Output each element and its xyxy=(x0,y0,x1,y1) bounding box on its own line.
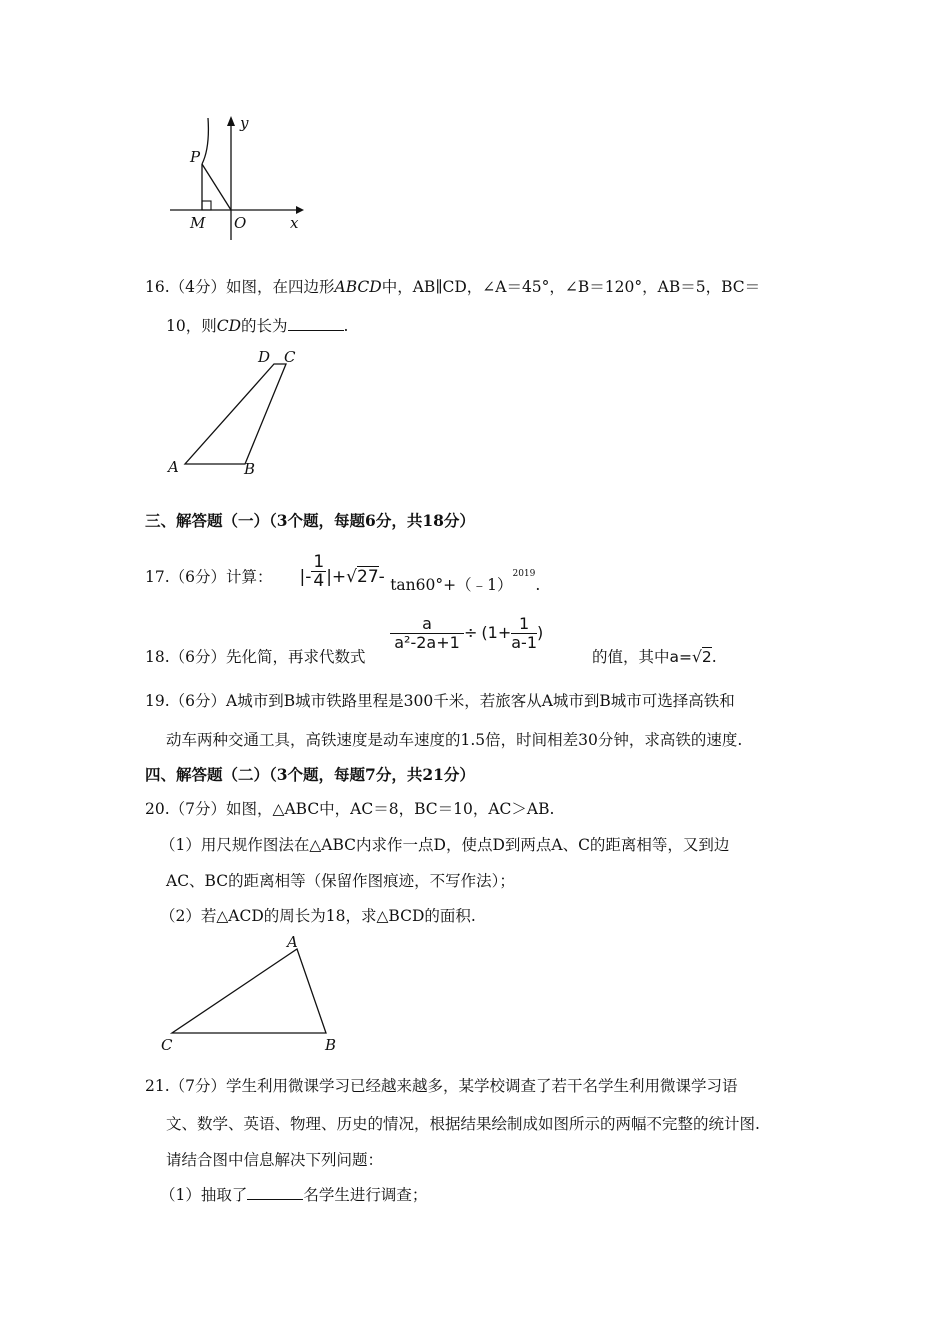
question-17 xyxy=(145,550,540,601)
question-score: （7分） xyxy=(169,1077,227,1095)
question-text: 10，则 xyxy=(166,317,217,335)
question-19-line-2: 动车两种交通工具，高铁速度是动车速度的1.5倍，时间相差30分钟，求高铁的速度. xyxy=(166,731,743,749)
answer-blank[interactable] xyxy=(247,1183,303,1200)
math-symbol: ) xyxy=(537,623,544,642)
question-number: 21. xyxy=(145,1077,170,1095)
question-text: 学生利用微课学习已经越来越多，某学校调查了若干名学生利用微课学习语 xyxy=(226,1077,738,1095)
question-score: （7分） xyxy=(169,800,227,818)
math-CD: CD xyxy=(216,317,242,335)
vertex-d-label: D xyxy=(258,348,271,366)
answer-blank[interactable] xyxy=(288,314,344,331)
question-21-part-1 xyxy=(160,1183,427,1206)
math-symbol: - xyxy=(378,567,385,588)
question-text: 的值，其中 xyxy=(592,648,670,666)
question-text: （1）抽取了 xyxy=(160,1186,248,1204)
question-21-line-2: 文、数学、英语、物理、历史的情况，根据结果绘制成如图所示的两幅不完整的统计图. xyxy=(166,1115,760,1133)
vertex-c-label: C xyxy=(284,348,296,366)
question-20-part-2: （2）若△ACD的周长为18，求△BCD的面积. xyxy=(160,907,476,925)
vertex-b-label: B xyxy=(244,460,256,478)
figure-16-trapezoid xyxy=(160,342,310,482)
section-4-title: 四、解答题（二）（3个题，每题7分，共21分） xyxy=(145,765,475,784)
math-expression xyxy=(299,551,390,591)
question-20-part-1: （1）用尺规作图法在△ABC内求作一点D，使点D到两点A、C的距离相等，又到边 xyxy=(160,836,730,854)
question-text: 的长为 xyxy=(241,317,288,335)
math-symbol: |+ xyxy=(326,567,347,588)
numerator: 1 xyxy=(313,551,325,572)
sqrt-argument: 2 xyxy=(701,648,712,666)
numerator: a xyxy=(390,615,464,634)
question-18 xyxy=(145,646,366,668)
question-21-line-3: 请结合图中信息解决下列问题： xyxy=(166,1151,384,1169)
denominator: a-1 xyxy=(511,633,537,652)
question-number: 18. xyxy=(145,648,170,666)
section-3-title: 三、解答题（一）（3个题，每题6分，共18分） xyxy=(145,511,475,530)
math-ABCD: ABCD xyxy=(334,278,382,296)
math-symbol: (1+ xyxy=(481,623,512,642)
question-19 xyxy=(145,690,735,712)
question-text: 名学生进行调查； xyxy=(303,1186,428,1204)
question-score: （4分） xyxy=(169,278,227,296)
question-text: 中， xyxy=(381,278,413,296)
question-score: （6分） xyxy=(169,648,227,666)
question-16-line-2 xyxy=(166,314,348,337)
question-20-part-1-line-2: AC、BC的距离相等（保留作图痕迹，不写作法）； xyxy=(166,872,515,890)
point-p-label: P xyxy=(190,148,201,166)
math-tail: tan60°+（﹣1） xyxy=(390,576,513,595)
figure-20-triangle xyxy=(155,930,355,1055)
sqrt-sign: √ xyxy=(346,567,358,588)
y-axis-label: y xyxy=(240,114,249,132)
question-text: 如图，△ABC中，AC＝8，BC＝10，AC＞AB. xyxy=(226,800,555,818)
denominator: a²-2a+1 xyxy=(394,633,460,652)
question-text: . xyxy=(711,648,717,666)
question-text: A城市到B城市铁路里程是300千米，若旅客从A城市到B城市可选择高铁和 xyxy=(226,692,735,710)
denominator: 4 xyxy=(313,570,325,591)
vertex-a-label: A xyxy=(168,458,179,476)
vertex-c-label: C xyxy=(161,1036,173,1054)
question-number: 16. xyxy=(145,278,170,296)
math-symbol: ÷ xyxy=(464,623,478,642)
question-score: （6分） xyxy=(169,568,227,587)
vertex-a-label: A xyxy=(287,933,298,951)
numerator: 1 xyxy=(511,615,537,634)
math-symbol: | xyxy=(299,567,306,588)
question-18-expression xyxy=(390,615,543,652)
question-21 xyxy=(145,1075,738,1097)
x-axis-label: x xyxy=(290,214,299,232)
point-m-label: M xyxy=(190,214,206,232)
vertex-b-label: B xyxy=(325,1036,337,1054)
exponent: 2019 xyxy=(512,569,536,579)
figure-15-coordinate-plot xyxy=(160,108,310,243)
question-text: . xyxy=(343,317,349,335)
question-18-tail xyxy=(592,646,717,668)
question-number: 19. xyxy=(145,692,170,710)
math-symbol: a= xyxy=(669,648,693,666)
question-score: （6分） xyxy=(169,692,227,710)
question-text: . xyxy=(535,576,541,595)
sqrt-argument: 27 xyxy=(357,567,379,588)
question-text: 如图，在四边形 xyxy=(226,278,335,296)
question-number: 17. xyxy=(145,568,170,587)
question-20 xyxy=(145,798,554,820)
question-text: 计算： xyxy=(226,568,273,587)
question-number: 20. xyxy=(145,800,170,818)
math-symbol: - xyxy=(305,567,312,588)
question-conditions: AB∥CD，∠A＝45°，∠B＝120°，AB＝5，BC＝ xyxy=(412,278,761,296)
fraction xyxy=(311,553,326,590)
question-text: 先化简，再求代数式 xyxy=(226,648,366,666)
sqrt-sign: √ xyxy=(692,648,702,666)
fraction xyxy=(390,615,464,652)
question-16 xyxy=(145,276,760,298)
fraction xyxy=(511,615,537,652)
origin-label: O xyxy=(234,214,247,232)
